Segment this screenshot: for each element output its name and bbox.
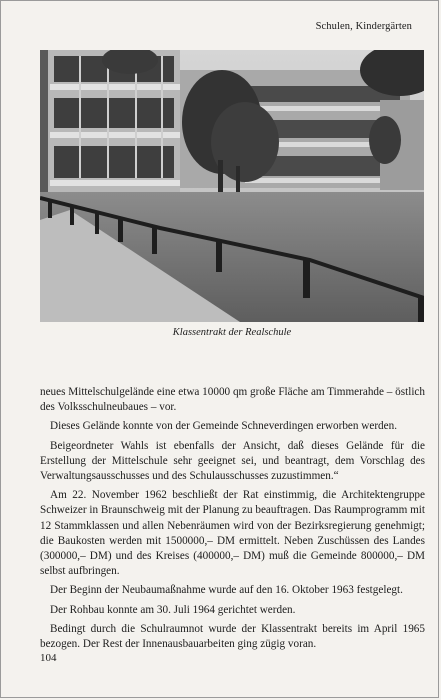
paragraph: Der Beginn der Neubaumaßnahme wurde auf den 16. Oktober 1963 festgelegt.: [50, 584, 403, 597]
running-head: Schulen, Kindergärten: [315, 21, 412, 32]
page-number: 104: [40, 652, 57, 664]
paragraph: Am 22. November 1962 beschließt der Rat einstimmig, die Architektengruppe Schweizer in Braunschweig mit der Planung zu beauftragen. Das Raumprogramm mit 12 Stammklassen und allen Nebenräumen wird von der Bezirksregierung genehmigt; die Baukosten werden mit 1500000,– DM ermittelt. Neben Zuschüssen des Landes (300000,– DM) und des Kreises (400000,– DM) muß die Gemeinde 800000,– DM selbst aufbringen.: [40, 489, 425, 578]
paragraph: Der Rohbau konnte am 30. Juli 1964 gerichtet werden.: [50, 603, 296, 616]
figure-caption: Klassentrakt der Realschule: [172, 327, 292, 338]
paragraph: Dieses Gelände konnte von der Gemeinde Schneverdingen erworben werden.: [50, 420, 397, 433]
paragraph: Bedingt durch die Schulraumnot wurde der Klassentrakt bereits im April 1965 bezogen. Der Rest der Innenausbauarbeiten ging zügig voran.: [40, 622, 425, 651]
paragraph: neues Mittelschulgelände eine etwa 10000 qm große Fläche am Timmerahde – östlich des Volksschulneubaues – vor.: [40, 386, 425, 414]
paragraph: Beigeordneter Wahls ist ebenfalls der Ansicht, daß dieses Gelände für die Erstellung der Mittelschule sehr geeignet sei, und beantragt, dem Vorschlag des Verwaltungsausschusses und des Schulausschusses zuzustimmen.“: [40, 439, 425, 483]
body-text: [40, 385, 425, 656]
school-building-photo: [40, 50, 424, 322]
